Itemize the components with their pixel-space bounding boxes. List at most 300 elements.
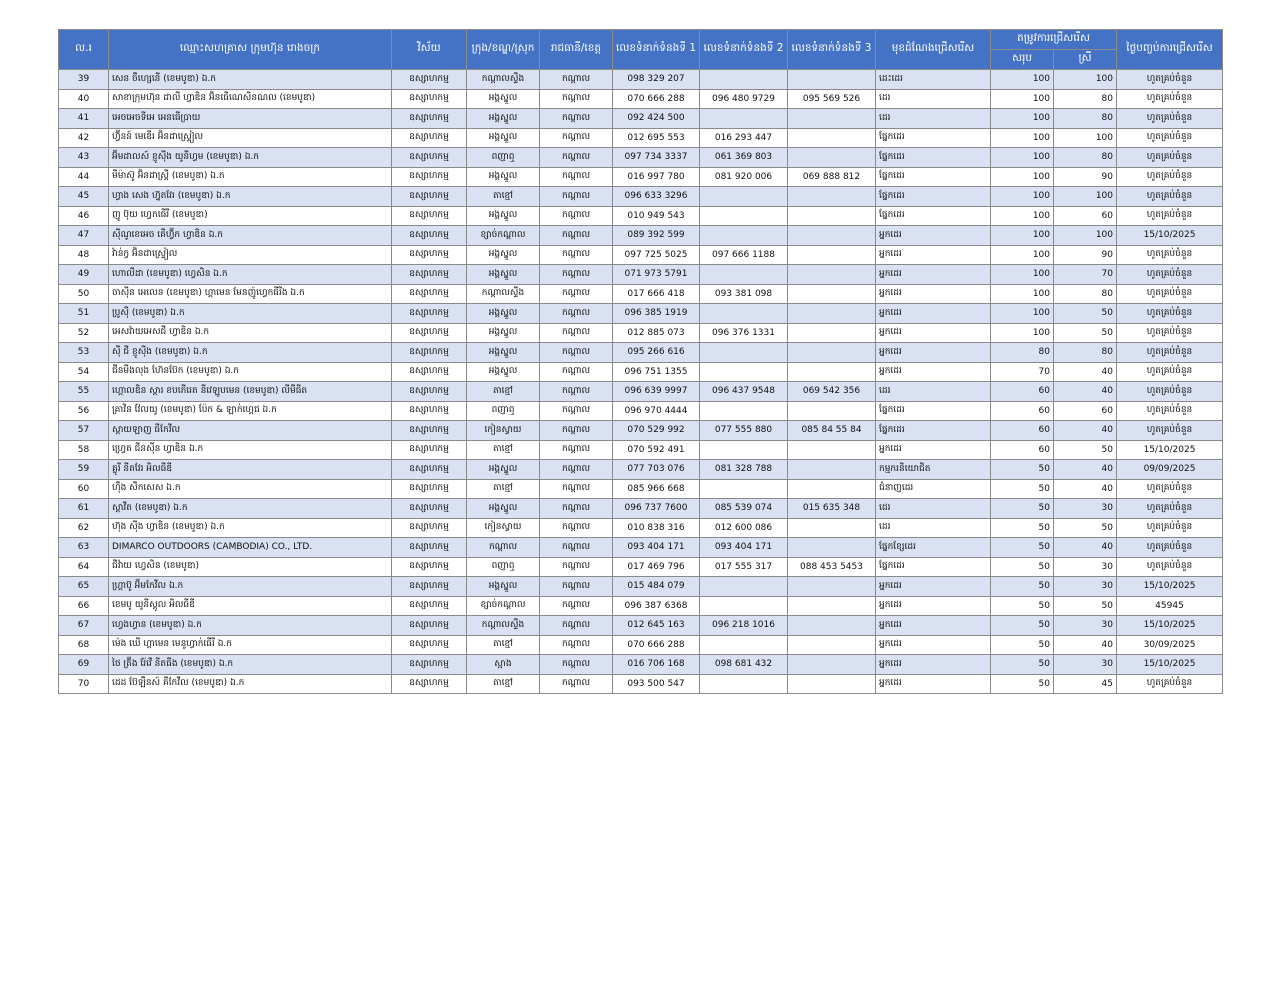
table-row [59, 245, 1223, 265]
table-row [59, 674, 1223, 694]
cell-phone1: 017 666 418 [613, 284, 700, 304]
cell-total: 50 [991, 538, 1054, 558]
cell-district: ស្អាង [467, 655, 540, 675]
cell-total: 50 [991, 635, 1054, 655]
cell-district: កៀនស្វាយ [467, 518, 540, 538]
cell-district: តាខ្មៅ [467, 382, 540, 402]
cell-phone3 [788, 674, 876, 694]
cell-province: កណ្តាល [540, 89, 613, 109]
cell-total: 50 [991, 674, 1054, 694]
cell-position: ផ្នែកដេរ [876, 206, 991, 226]
cell-no: 69 [59, 655, 109, 675]
cell-female: 100 [1054, 70, 1117, 90]
cell-position: អ្នកដេរ [876, 577, 991, 597]
cell-deadline: ហូតគ្រប់ចំនួន [1117, 265, 1223, 285]
cell-phone3 [788, 206, 876, 226]
cell-phone1: 092 424 500 [613, 109, 700, 129]
cell-female: 70 [1054, 265, 1117, 285]
header-phone2: លេខទំនាក់ទំនងទី 2 [700, 30, 788, 70]
cell-province: កណ្តាល [540, 577, 613, 597]
cell-phone2: 081 920 006 [700, 167, 788, 187]
cell-female: 80 [1054, 89, 1117, 109]
cell-phone1: 096 737 7600 [613, 499, 700, 519]
cell-deadline: ហូតគ្រប់ចំនួន [1117, 187, 1223, 207]
cell-phone2: 017 555 317 [700, 557, 788, 577]
table-row [59, 323, 1223, 343]
table-row [59, 226, 1223, 246]
table-row [59, 479, 1223, 499]
cell-total: 60 [991, 401, 1054, 421]
cell-sector: ឧស្សាហកម្ម [392, 401, 467, 421]
cell-deadline: ហូតគ្រប់ចំនួន [1117, 382, 1223, 402]
header-phone1: លេខទំនាក់ទំនងទី 1 [613, 30, 700, 70]
cell-no: 50 [59, 284, 109, 304]
cell-female: 80 [1054, 109, 1117, 129]
cell-phone1: 070 529 992 [613, 421, 700, 441]
cell-phone3: 015 635 348 [788, 499, 876, 519]
cell-province: កណ្តាល [540, 265, 613, 285]
cell-deadline: ហូតគ្រប់ចំនួន [1117, 323, 1223, 343]
cell-no: 52 [59, 323, 109, 343]
cell-phone1: 012 885 073 [613, 323, 700, 343]
cell-phone1: 010 838 316 [613, 518, 700, 538]
header-demand: តម្រូវការជ្រើសរើស [991, 30, 1117, 50]
cell-phone3 [788, 284, 876, 304]
cell-district: ពញាឮ [467, 148, 540, 168]
cell-province: កណ្តាល [540, 304, 613, 324]
cell-deadline: 09/09/2025 [1117, 460, 1223, 480]
cell-phone2 [700, 577, 788, 597]
cell-deadline: ហូតគ្រប់ចំនួន [1117, 206, 1223, 226]
cell-phone3 [788, 362, 876, 382]
cell-phone1: 096 639 9997 [613, 382, 700, 402]
cell-position: អ្នកដេរ [876, 323, 991, 343]
cell-position: អ្នកដេរ [876, 674, 991, 694]
cell-province: កណ្តាល [540, 596, 613, 616]
cell-district: កៀនស្វាយ [467, 421, 540, 441]
cell-female: 80 [1054, 148, 1117, 168]
cell-position: អ្នកដេរ [876, 226, 991, 246]
cell-no: 40 [59, 89, 109, 109]
cell-no: 51 [59, 304, 109, 324]
cell-phone1: 077 703 076 [613, 460, 700, 480]
cell-district: អង្គស្នួល [467, 323, 540, 343]
cell-phone3: 095 569 526 [788, 89, 876, 109]
cell-phone1: 016 997 780 [613, 167, 700, 187]
cell-position: ផ្នែកដេរ [876, 557, 991, 577]
cell-phone3 [788, 148, 876, 168]
cell-district: អង្គស្នួល [467, 245, 540, 265]
cell-sector: ឧស្សាហកម្ម [392, 655, 467, 675]
cell-province: កណ្តាល [540, 635, 613, 655]
cell-province: កណ្តាល [540, 148, 613, 168]
table-row [59, 557, 1223, 577]
cell-female: 100 [1054, 128, 1117, 148]
cell-district: អង្គស្នួល [467, 109, 540, 129]
cell-district: ពញាឮ [467, 557, 540, 577]
cell-phone2: 096 480 9729 [700, 89, 788, 109]
cell-female: 30 [1054, 577, 1117, 597]
cell-position: ផ្នែកខ្សែដេរ [876, 538, 991, 558]
table-row [59, 538, 1223, 558]
cell-position: ផ្នែកដេរ [876, 128, 991, 148]
cell-phone2 [700, 187, 788, 207]
cell-phone2: 012 600 086 [700, 518, 788, 538]
header-province: រាជធានី/ខេត្ត [540, 30, 613, 70]
cell-district: អង្គស្នួល [467, 499, 540, 519]
cell-district: អង្គស្នួល [467, 167, 540, 187]
cell-sector: ឧស្សាហកម្ម [392, 577, 467, 597]
cell-name: ហ្វ៊ីនន៍ មេឌើរ អ៊ិនដាស្ទ្រៀល [109, 128, 392, 148]
cell-province: កណ្តាល [540, 382, 613, 402]
cell-district: ខ្សាច់កណ្តាល [467, 596, 540, 616]
cell-phone3 [788, 304, 876, 324]
table-row [59, 440, 1223, 460]
cell-total: 70 [991, 362, 1054, 382]
cell-female: 50 [1054, 440, 1117, 460]
cell-phone3 [788, 577, 876, 597]
cell-no: 70 [59, 674, 109, 694]
cell-name: ចាស៊ីន អេលេន (ខេមបូឌា) ហ្គាមេន មែនញ៉ូហ្វេកធីរីង ឯ.ក [109, 284, 392, 304]
table-row [59, 128, 1223, 148]
cell-name: ហ្វាង សេង ហ្វ៊ុតវែរ (ខេមបូឌា) ឯ.ក [109, 187, 392, 207]
cell-phone3: 069 888 812 [788, 167, 876, 187]
cell-phone1: 070 666 288 [613, 635, 700, 655]
cell-deadline: 45945 [1117, 596, 1223, 616]
cell-name: ហោលីដា (ខេមបូឌា) ហ្វេសិន ឯ.ក [109, 265, 392, 285]
cell-province: កណ្តាល [540, 538, 613, 558]
cell-position: អ្នកដេរ [876, 616, 991, 636]
cell-phone2: 096 437 9548 [700, 382, 788, 402]
cell-deadline: ហូតគ្រប់ចំនួន [1117, 245, 1223, 265]
table-row [59, 499, 1223, 519]
table-row [59, 655, 1223, 675]
cell-sector: ឧស្សាហកម្ម [392, 226, 467, 246]
cell-no: 58 [59, 440, 109, 460]
cell-deadline: 15/10/2025 [1117, 226, 1223, 246]
table-body [59, 70, 1223, 694]
cell-sector: ឧស្សាហកម្ម [392, 187, 467, 207]
cell-name: មីម៉ាស៊ូ អ៊ិនដាស្ត្រី (ខេមបូឌា) ឯ.ក [109, 167, 392, 187]
cell-district: កណ្តាល [467, 538, 540, 558]
table-row [59, 89, 1223, 109]
cell-position: អ្នកដេរ [876, 362, 991, 382]
cell-sector: ឧស្សាហកម្ម [392, 109, 467, 129]
cell-district: តាខ្មៅ [467, 187, 540, 207]
cell-no: 53 [59, 343, 109, 363]
cell-no: 45 [59, 187, 109, 207]
header-name: ឈ្មោះសហគ្រាស ក្រុមហ៊ុន រោងចក្រ [109, 30, 392, 70]
cell-deadline: ហូតគ្រប់ចំនួន [1117, 284, 1223, 304]
cell-deadline: ហូតគ្រប់ចំនួន [1117, 343, 1223, 363]
table-row [59, 401, 1223, 421]
table-row [59, 596, 1223, 616]
cell-phone2 [700, 343, 788, 363]
cell-province: កណ្តាល [540, 343, 613, 363]
cell-phone3 [788, 265, 876, 285]
cell-phone1: 093 500 547 [613, 674, 700, 694]
cell-phone1: 017 469 796 [613, 557, 700, 577]
cell-deadline: 15/10/2025 [1117, 655, 1223, 675]
cell-no: 68 [59, 635, 109, 655]
cell-name: ប្រូស៊ី (ខេមបូឌា) ឯ.ក [109, 304, 392, 324]
cell-phone3 [788, 635, 876, 655]
cell-phone1: 095 266 616 [613, 343, 700, 363]
cell-female: 40 [1054, 635, 1117, 655]
cell-phone3 [788, 596, 876, 616]
header-sector: វិស័យ [392, 30, 467, 70]
cell-position: អ្នកដេរ [876, 245, 991, 265]
cell-phone2 [700, 440, 788, 460]
table-row [59, 206, 1223, 226]
cell-total: 100 [991, 70, 1054, 90]
cell-position: អ្នកដេរ [876, 655, 991, 675]
cell-total: 100 [991, 226, 1054, 246]
cell-name: ថៃ ត្រ៊ីង រ៉ែវើ នីតធីង (ខេមបូឌា) ឯ.ក [109, 655, 392, 675]
table-row [59, 362, 1223, 382]
cell-female: 40 [1054, 479, 1117, 499]
cell-phone3 [788, 128, 876, 148]
cell-phone1: 089 392 599 [613, 226, 700, 246]
cell-phone1: 070 592 491 [613, 440, 700, 460]
cell-total: 100 [991, 109, 1054, 129]
cell-female: 30 [1054, 616, 1117, 636]
cell-sector: ឧស្សាហកម្ម [392, 674, 467, 694]
cell-deadline: 15/10/2025 [1117, 616, 1223, 636]
cell-district: អង្គស្នួល [467, 89, 540, 109]
cell-province: កណ្តាល [540, 245, 613, 265]
table-row [59, 616, 1223, 636]
cell-no: 57 [59, 421, 109, 441]
cell-phone2 [700, 635, 788, 655]
cell-no: 60 [59, 479, 109, 499]
table-row [59, 343, 1223, 363]
cell-province: កណ្តាល [540, 284, 613, 304]
cell-phone2: 096 376 1331 [700, 323, 788, 343]
cell-name: ហ្គោលឌិន ស្តារ ខបភើរេត នីវេឡូបមេន (ខេមបូឌា) លីមីធីត [109, 382, 392, 402]
cell-female: 40 [1054, 382, 1117, 402]
cell-total: 100 [991, 89, 1054, 109]
cell-district: អង្គស្នួល [467, 460, 540, 480]
cell-name: ស្តាវីត (ខេមបូឌា) ឯ.ក [109, 499, 392, 519]
cell-district: ពញាឮ [467, 401, 540, 421]
cell-sector: ឧស្សាហកម្ម [392, 596, 467, 616]
cell-deadline: ហូតគ្រប់ចំនួន [1117, 304, 1223, 324]
cell-total: 60 [991, 421, 1054, 441]
cell-phone1: 012 695 553 [613, 128, 700, 148]
cell-total: 50 [991, 557, 1054, 577]
cell-no: 66 [59, 596, 109, 616]
cell-total: 100 [991, 245, 1054, 265]
cell-name: ហ្វ្រេត ជីនស៊ីន ហ្វាឌិន ឯ.ក [109, 440, 392, 460]
cell-position: កម្មករនិយោជិត [876, 460, 991, 480]
cell-female: 40 [1054, 460, 1117, 480]
cell-phone1: 097 734 3337 [613, 148, 700, 168]
cell-deadline: ហូតគ្រប់ចំនួន [1117, 167, 1223, 187]
cell-no: 39 [59, 70, 109, 90]
cell-deadline: ហូតគ្រប់ចំនួន [1117, 499, 1223, 519]
table-row [59, 148, 1223, 168]
cell-phone1: 096 751 1355 [613, 362, 700, 382]
cell-position: ផ្នែកដេរ [876, 148, 991, 168]
cell-district: ខ្សាច់កណ្តាល [467, 226, 540, 246]
cell-sector: ឧស្សាហកម្ម [392, 538, 467, 558]
cell-female: 30 [1054, 499, 1117, 519]
cell-phone2: 081 328 788 [700, 460, 788, 480]
cell-phone1: 015 484 079 [613, 577, 700, 597]
cell-phone2: 093 381 098 [700, 284, 788, 304]
header-district: ក្រុង/ខណ្ឌ/ស្រុក [467, 30, 540, 70]
cell-phone2: 077 555 880 [700, 421, 788, 441]
cell-sector: ឧស្សាហកម្ម [392, 265, 467, 285]
cell-position: អ្នកដេរ [876, 265, 991, 285]
cell-position: ដេរ [876, 499, 991, 519]
cell-total: 100 [991, 265, 1054, 285]
cell-province: កណ្តាល [540, 440, 613, 460]
cell-district: កណ្តាលស្ទឹង [467, 616, 540, 636]
cell-sector: ឧស្សាហកម្ម [392, 421, 467, 441]
cell-deadline: ហូតគ្រប់ចំនួន [1117, 401, 1223, 421]
cell-phone1: 016 706 168 [613, 655, 700, 675]
header-deadline: ថ្ងៃបញ្ចប់ការជ្រើសរើស [1117, 30, 1223, 70]
header-female: ស្រី [1054, 50, 1117, 70]
cell-district: កណ្តាលស្ទឹង [467, 70, 540, 90]
cell-female: 45 [1054, 674, 1117, 694]
cell-phone2 [700, 109, 788, 129]
cell-phone3 [788, 460, 876, 480]
cell-total: 50 [991, 655, 1054, 675]
cell-deadline: 15/10/2025 [1117, 577, 1223, 597]
cell-total: 50 [991, 518, 1054, 538]
cell-sector: ឧស្សាហកម្ម [392, 245, 467, 265]
cell-deadline: 30/09/2025 [1117, 635, 1223, 655]
cell-female: 50 [1054, 518, 1117, 538]
cell-position: ផ្នែកដេរ [876, 421, 991, 441]
cell-name: អេសវ៉ាយអេសជី ហ្វាឌិន ឯ.ក [109, 323, 392, 343]
cell-name: ហ្គ្រាប៊ូ អ៊ីមកែវីល ឯ.ក [109, 577, 392, 597]
cell-female: 40 [1054, 362, 1117, 382]
cell-no: 49 [59, 265, 109, 285]
cell-district: កណ្តាលស្ទឹង [467, 284, 540, 304]
cell-sector: ឧស្សាហកម្ម [392, 284, 467, 304]
cell-deadline: ហូតគ្រប់ចំនួន [1117, 362, 1223, 382]
cell-phone3 [788, 343, 876, 363]
cell-phone1: 070 666 288 [613, 89, 700, 109]
cell-total: 80 [991, 343, 1054, 363]
cell-name: ជីវ៉ាយ ហ្វេសិន (ខេមបូឌា) [109, 557, 392, 577]
cell-sector: ឧស្សាហកម្ម [392, 304, 467, 324]
header-phone3: លេខទំនាក់ទំនងទី 3 [788, 30, 876, 70]
cell-province: កណ្តាល [540, 128, 613, 148]
cell-province: កណ្តាល [540, 421, 613, 441]
cell-phone2 [700, 401, 788, 421]
cell-no: 54 [59, 362, 109, 382]
header-total: សរុប [991, 50, 1054, 70]
cell-no: 59 [59, 460, 109, 480]
cell-phone3: 088 453 5453 [788, 557, 876, 577]
cell-total: 50 [991, 577, 1054, 597]
cell-female: 50 [1054, 323, 1117, 343]
table-row [59, 421, 1223, 441]
cell-total: 100 [991, 304, 1054, 324]
cell-province: កណ្តាល [540, 187, 613, 207]
cell-position: អ្នកដេរ [876, 596, 991, 616]
cell-name: សាខាក្រុមហ៊ុន ដាលី ហ្វាឌិន អ៊ិនធើណេសិនណល (ខេមបូឌា) [109, 89, 392, 109]
cell-phone3 [788, 401, 876, 421]
cell-phone2: 085 539 074 [700, 499, 788, 519]
cell-name: ហ៊ឹង សឹកសេស ឯ.ក [109, 479, 392, 499]
cell-phone1: 096 387 6368 [613, 596, 700, 616]
cell-name: គ្លូរី នីតវែរ អិលធីឌី [109, 460, 392, 480]
cell-phone3 [788, 187, 876, 207]
cell-sector: ឧស្សាហកម្ម [392, 343, 467, 363]
cell-name: DIMARCO OUTDOORS (CAMBODIA) CO., LTD. [109, 538, 392, 558]
table-row [59, 304, 1223, 324]
cell-sector: ឧស្សាហកម្ម [392, 323, 467, 343]
cell-sector: ឧស្សាហកម្ម [392, 460, 467, 480]
cell-phone1: 098 329 207 [613, 70, 700, 90]
cell-phone2: 016 293 447 [700, 128, 788, 148]
cell-name: អេចអេចទីអេ អេនធើប្រាយ [109, 109, 392, 129]
cell-female: 60 [1054, 401, 1117, 421]
cell-phone2: 098 681 432 [700, 655, 788, 675]
cell-no: 48 [59, 245, 109, 265]
cell-phone2 [700, 674, 788, 694]
cell-name: ហ្វេងហ្វាន (ខេមបូឌា) ឯ.ក [109, 616, 392, 636]
cell-no: 65 [59, 577, 109, 597]
table-row [59, 577, 1223, 597]
table-row [59, 518, 1223, 538]
cell-female: 80 [1054, 284, 1117, 304]
cell-name: ខេមបូ យូនីស្តូល អិលធីឌី [109, 596, 392, 616]
cell-phone3 [788, 70, 876, 90]
cell-no: 64 [59, 557, 109, 577]
cell-name: ហ៊ុង ស៊ីង ហ្វាឌិន (ខេមបូឌា) ឯ.ក [109, 518, 392, 538]
cell-position: ដេរ [876, 89, 991, 109]
cell-deadline: ហូតគ្រប់ចំនួន [1117, 538, 1223, 558]
cell-no: 43 [59, 148, 109, 168]
cell-phone2 [700, 362, 788, 382]
cell-name: ស៊ីណូខេអេច គើហ្វ៊ីក ហ្វាឌិន ឯ.ក [109, 226, 392, 246]
cell-province: កណ្តាល [540, 323, 613, 343]
cell-total: 100 [991, 206, 1054, 226]
cell-female: 40 [1054, 421, 1117, 441]
table-row [59, 265, 1223, 285]
cell-phone2 [700, 304, 788, 324]
cell-no: 42 [59, 128, 109, 148]
cell-female: 60 [1054, 206, 1117, 226]
cell-province: កណ្តាល [540, 499, 613, 519]
cell-province: កណ្តាល [540, 479, 613, 499]
cell-name: ដេដ ប៊ែឡឺនស៍ គីកែវីល (ខេមបូឌា) ឯ.ក [109, 674, 392, 694]
cell-female: 100 [1054, 226, 1117, 246]
cell-phone2: 097 666 1188 [700, 245, 788, 265]
cell-sector: ឧស្សាហកម្ម [392, 167, 467, 187]
cell-position: ដេះដេរ [876, 70, 991, 90]
table-row [59, 382, 1223, 402]
cell-position: ដេរ [876, 109, 991, 129]
cell-phone3 [788, 616, 876, 636]
cell-name: គ្រាវិន វ៉ែលយូ (ខេមបូឌា) ប៉ែក & ឡាក់ហ្គេជ ឯ.ក [109, 401, 392, 421]
cell-female: 100 [1054, 187, 1117, 207]
cell-district: អង្គស្នួល [467, 362, 540, 382]
cell-position: អ្នកដេរ [876, 440, 991, 460]
cell-phone3 [788, 323, 876, 343]
cell-female: 90 [1054, 245, 1117, 265]
cell-female: 50 [1054, 596, 1117, 616]
cell-sector: ឧស្សាហកម្ម [392, 206, 467, 226]
cell-total: 100 [991, 284, 1054, 304]
